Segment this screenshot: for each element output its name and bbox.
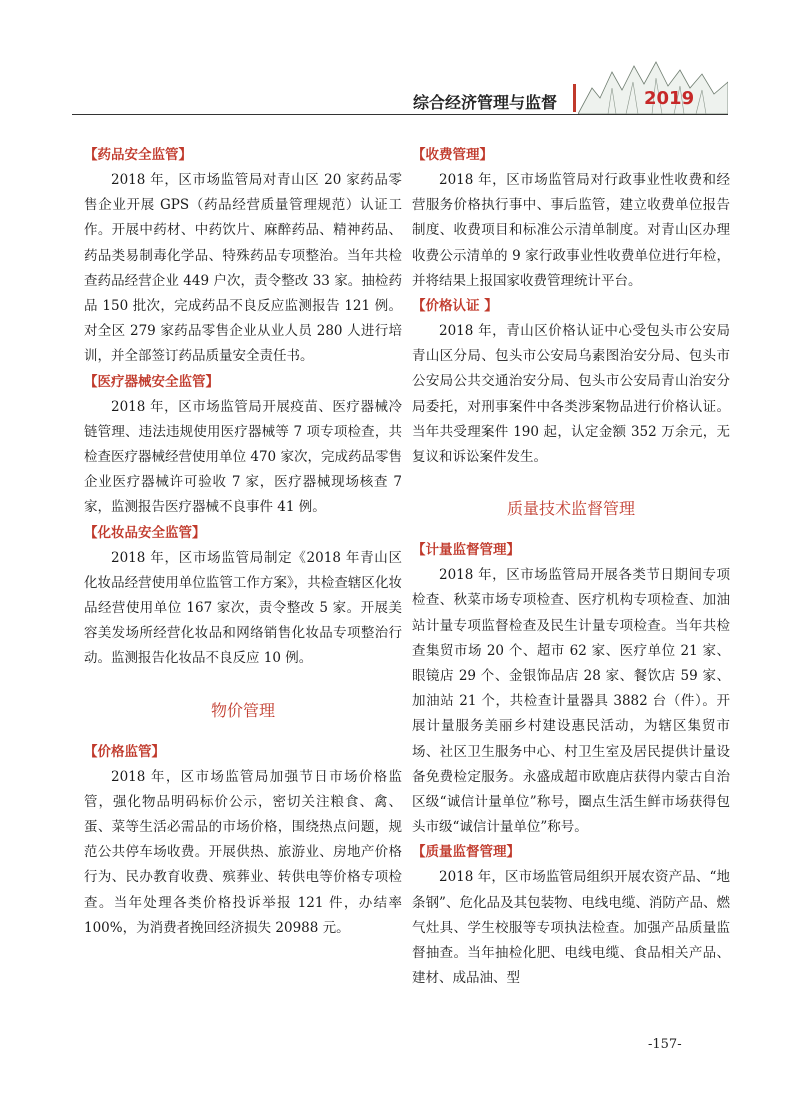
- left-column: [84, 143, 402, 941]
- page-number: -157-: [648, 1037, 682, 1052]
- subsection-title-price-certification: 【价格认证 】: [412, 298, 498, 315]
- paragraph-medical-device: 2018 年，区市场监管局开展疫苗、医疗器械冷链管理、违法违规使用医疗器械等 7 项专项检查，共检查医疗器械经营使用单位 470 家次，完成药品零售企业医疗器械许可验收 7 家，医疗器械现场核查 7 家，监测报告医疗器械不良事件 41 例。: [84, 398, 402, 516]
- paragraph-quality-supervision: 2018 年，区市场监管局组织开展农资产品、“地条钢”、危化品及其包装物、电线电缆、消防产品、燃气灶具、学生校服等专项执法检查。加强产品质量监督抽查。当年抽检化肥、电线电缆、食品相关产品、建材、成品油、型: [412, 869, 730, 987]
- paragraph-fee-management: 2018 年，区市场监管局对行政事业性收费和经营服务价格执行事中、事后监管，建立收费单位报告制度、收费项目和标准公示清单制度。对青山区办理收费公示清单的 9 家行政事业性收费单位进行年检，并将结果上报国家收费管理统计平台。: [412, 172, 730, 289]
- header-accent-bar: [573, 84, 576, 112]
- section-heading-quality: 质量技术监督管理: [506, 499, 635, 519]
- subsection-title-quality-supervision: 【质量监督管理】: [412, 844, 520, 861]
- subsection-title-fee-management: 【收费管理】: [412, 147, 493, 163]
- paragraph-price-supervision: 2018 年，区市场监管局加强节日市场价格监管，强化物品明码标价公示，密切关注粮食、禽、蛋、菜等生活必需品的市场价格，围绕热点问题，规范公共停车场收费。开展供热、旅游业、房地产价格行为、民办教育收费、殡葬业、转供电等价格专项检查。当年处理各类价格投诉举报 121 件，办结率 100%，为消费者挽回经济损失 20988 元。: [84, 768, 402, 936]
- subsection-title-price-supervision: 【价格监管】: [84, 743, 165, 760]
- paragraph-price-certification: 2018 年，青山区价格认证中心受包头市公安局青山区分局、包头市公安局乌素图治安分局、包头市公安局公共交通治安分局、包头市公安局青山治安分局委托，对刑事案件中各类涉案物品进行价格认证。当年共受理案件 190 起，认定金额 352 万余元，无复议和诉讼案件发生。: [412, 323, 730, 466]
- subsection-title-drug-safety: 【药品安全监管】: [84, 147, 192, 163]
- section-heading-prices: 物价管理: [210, 700, 275, 720]
- header-title: 综合经济管理与监督: [413, 93, 558, 112]
- paragraph-metrology: 2018 年，区市场监管局开展各类节日期间专项检查、秋菜市场专项检查、医疗机构专项检查、加油站计量专项监督检查及民生计量专项检查。当年共检查集贸市场 20 个、超市 62 家、医疗单位 21 家、眼镜店 29 个、金银饰品店 28 家、餐饮店 59 家、加油站 21 个，共检查计量器具 3882 台（件）。开展计量服务美丽乡村建设惠民活动，为辖区集贸市场、社区卫生服务中心、村卫生室及居民提供计量设备免费检定服务。永盛成超市欧鹿店获得内蒙古自治区级“诚信计量单位”称号，圈点生活生鲜市场获得包头市级“诚信计量单位”称号。: [412, 567, 730, 836]
- header-rule: [72, 114, 728, 115]
- paragraph-drug-safety: 2018 年，区市场监管局对青山区 20 家药品零售企业开展 GPS（药品经营质量管理规范）认证工作。开展中药材、中药饮片、麻醉药品、精神药品、药品类易制毒化学品、特殊药品专项整治。当年共检查药品经营企业 449 户次，责令整改 33 家。抽检药品 150 批次，完成药品不良反应监测报告 121 例。对全区 279 家药品零售企业从业人员 280 人进行培训，并全部签订药品质量安全责任书。: [84, 172, 402, 365]
- subsection-title-cosmetics: 【化妆品安全监管】: [84, 524, 206, 541]
- subsection-title-medical-device: 【医疗器械安全监管】: [84, 373, 219, 390]
- right-column: [412, 143, 730, 991]
- subsection-title-metrology: 【计量监督管理】: [412, 542, 520, 559]
- page-header: [0, 0, 804, 130]
- header-year: 2019: [644, 88, 695, 109]
- paragraph-cosmetics: 2018 年，区市场监管局制定《2018 年青山区化妆品经营使用单位监管工作方案》，共检查辖区化妆品经营使用单位 167 家次，责令整改 5 家。开展美容美发场所经营化妆品和网络销售化妆品专项整治行动。监测报告化妆品不良反应 10 例。: [84, 549, 402, 667]
